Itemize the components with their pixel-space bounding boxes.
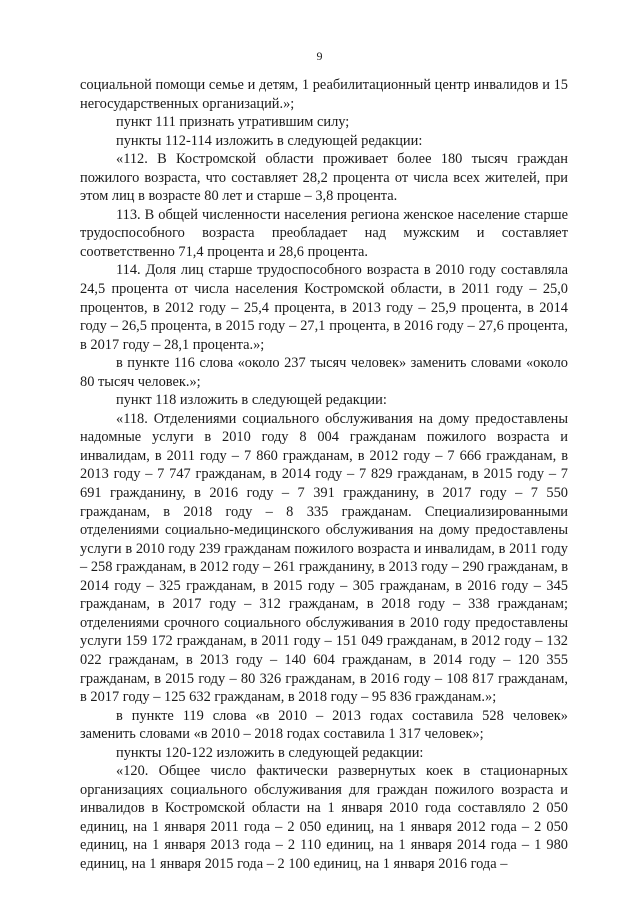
paragraph: пункт 118 изложить в следующей редакции: <box>116 392 387 409</box>
paragraph: «120. Общее число фактически развернутых коек в стационарных организациях социального обслуживания для граждан пожилого возраста и инвалидов в Костромской области на 1 января 2010 года составляло 2 050 единиц, на 1 января 2011 года – 2 050 единиц, на 1 января 2012 года – 2 050 единиц, на 1 января 2013 года – 2 110 единиц, на 1 января 2014 года – 1 980 единиц, на 1 января 2015 года – 2 100 единиц, на 1 января 2016 года – <box>80 763 568 872</box>
paragraph: «118. Отделениями социального обслуживания на дому предоставлены надомные услуги в 2010 году 8 004 гражданам пожилого возраста и инвалидам, в 2011 году – 7 860 гражданам, в 2012 году – 7 666 гражданам, в 2013 году – 7 747 гражданам, в 2014 году – 7 829 гражданам, в 2015 году – 7 691 гражданину, в 2016 году – 7 391 гражданину, в 2017 году – 7 550 гражданам, в 2018 году – 8 335 гражданам. Специализированными отделениями социально-медицинского обслуживания на дому предоставлены услуги в 2010 году 239 гражданам пожилого возраста и инвалидам, в 2011 году – 258 гражданам, в 2012 году – 261 гражданину, в 2013 году – 290 гражданам, в 2014 году – 325 гражданам, в 2015 году – 305 гражданам, в 2016 году – 345 гражданам, в 2017 году – 312 гражданам, в 2018 году – 338 гражданам; отделениями срочного социального обслуживания в 2010 году предоставлены услуги 159 172 гражданам, в 2011 году – 151 049 гражданам, в 2012 году – 132 022 гражданам, в 2013 году – 140 604 гражданам, в 2014 году – 120 355 гражданам, в 2015 году – 80 326 гражданам, в 2016 году – 108 817 гражданам, в 2017 году – 125 632 гражданам, в 2018 году – 95 836 гражданам.»; <box>80 410 568 706</box>
document-body <box>80 76 568 874</box>
paragraph: 113. В общей численности населения региона женское население старше трудоспособного возраста преобладает над мужским и составляет соответственно 71,4 процента и 28,6 процента. <box>80 206 568 260</box>
paragraph: пункты 120-122 изложить в следующей редакции: <box>116 744 424 761</box>
page-number: 9 <box>316 49 323 63</box>
paragraph: «112. В Костромской области проживает более 180 тысяч граждан пожилого возраста, что составляет 28,2 процента от числа всех жителей, при этом лиц в возрасте 80 лет и старше – 3,8 процента. <box>80 151 568 205</box>
paragraph: пункты 112-114 изложить в следующей редакции: <box>116 132 423 149</box>
paragraph: социальной помощи семье и детям, 1 реабилитационный центр инвалидов и 15 негосударственных организаций.»; <box>80 77 568 112</box>
paragraph: в пункте 119 слова «в 2010 – 2013 годах составила 528 человек» заменить словами «в 2010 – 2018 годах составила 1 317 человек»; <box>80 707 568 743</box>
paragraph: в пункте 116 слова «около 237 тысяч человек» заменить словами «около 80 тысяч человек.»; <box>80 355 568 390</box>
paragraph: пункт 111 признать утратившим силу; <box>116 114 350 131</box>
paragraph: 114. Доля лиц старше трудоспособного возраста в 2010 году составляла 24,5 процента от числа населения Костромской области, в 2011 году – 25,0 процентов, в 2012 году – 25,4 процента, в 2013 году – 25,9 процента, в 2014 году – 26,5 процента, в 2015 году – 27,1 процента, в 2016 году – 27,6 процента, в 2017 году – 28,1 процента.»; <box>80 262 568 353</box>
